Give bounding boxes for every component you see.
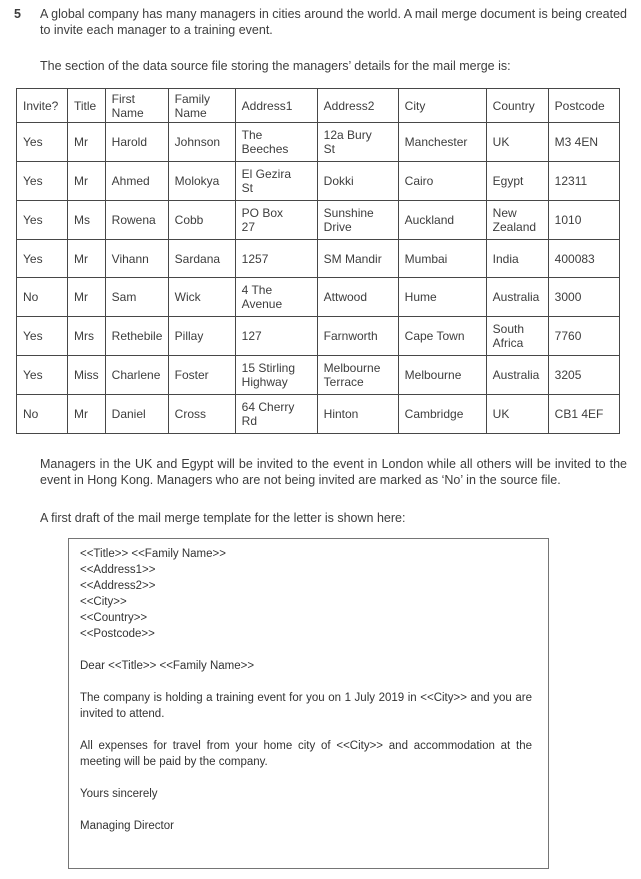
table-cell: Yes bbox=[17, 240, 68, 278]
table-cell: El Gezira St bbox=[235, 162, 317, 201]
table-cell: Vihann bbox=[105, 240, 168, 278]
column-header: Invite? bbox=[17, 89, 68, 123]
table-cell: Hinton bbox=[317, 395, 398, 434]
table-cell: Charlene bbox=[105, 356, 168, 395]
table-cell: 3205 bbox=[548, 356, 619, 395]
table-cell: Ahmed bbox=[105, 162, 168, 201]
table-cell: 1257 bbox=[235, 240, 317, 278]
table-cell: Rethebile bbox=[105, 317, 168, 356]
table-cell: Yes bbox=[17, 201, 68, 240]
table-cell: Sam bbox=[105, 278, 168, 317]
table-cell: 400083 bbox=[548, 240, 619, 278]
letter-line bbox=[80, 642, 532, 658]
table-cell: Attwood bbox=[317, 278, 398, 317]
table-cell: Harold bbox=[105, 123, 168, 162]
table-cell: Foster bbox=[168, 356, 235, 395]
column-header: First Name bbox=[105, 89, 168, 123]
column-header: Country bbox=[486, 89, 548, 123]
letter-line: <<Title>> <<Family Name>> bbox=[80, 548, 226, 560]
table-cell: Farnworth bbox=[317, 317, 398, 356]
letter-line: The company is holding a training event for you on 1 July 2019 in <<City>> and you are invited to attend. bbox=[80, 692, 532, 720]
letter-line: All expenses for travel from your home city of <<City>> and accommodation at the meeting will be paid by the company. bbox=[80, 740, 532, 768]
table-row bbox=[17, 317, 620, 356]
table-cell: Cambridge bbox=[398, 395, 486, 434]
table-cell: 3000 bbox=[548, 278, 619, 317]
table-row bbox=[17, 240, 620, 278]
table-cell: Yes bbox=[17, 356, 68, 395]
table-cell: Cape Town bbox=[398, 317, 486, 356]
table-cell: PO Box 27 bbox=[235, 201, 317, 240]
table-cell: Daniel bbox=[105, 395, 168, 434]
table-cell: Australia bbox=[486, 278, 548, 317]
letter-line: <<Address1>> bbox=[80, 564, 156, 576]
letter-line bbox=[80, 802, 532, 818]
letter-line bbox=[80, 722, 532, 738]
question-number: 5 bbox=[14, 7, 21, 21]
table-cell: M3 4EN bbox=[548, 123, 619, 162]
managers-data-table bbox=[16, 88, 620, 434]
table-cell: Egypt bbox=[486, 162, 548, 201]
table-cell: SM Mandir bbox=[317, 240, 398, 278]
column-header: Address2 bbox=[317, 89, 398, 123]
table-cell: Mumbai bbox=[398, 240, 486, 278]
draft-caption: A first draft of the mail merge template for the letter is shown here: bbox=[40, 511, 406, 525]
letter-line bbox=[80, 674, 532, 690]
table-cell: Cross bbox=[168, 395, 235, 434]
table-cell: Cobb bbox=[168, 201, 235, 240]
column-header: Family Name bbox=[168, 89, 235, 123]
table-cell: 15 Stirling Highway bbox=[235, 356, 317, 395]
letter-line: <<City>> bbox=[80, 596, 127, 608]
table-cell: Yes bbox=[17, 123, 68, 162]
table-cell: No bbox=[17, 278, 68, 317]
table-cell: UK bbox=[486, 395, 548, 434]
table-cell: 7760 bbox=[548, 317, 619, 356]
table-cell: Sardana bbox=[168, 240, 235, 278]
invite-rules-text: Managers in the UK and Egypt will be invited to the event in London while all others will be invited to the event in Hong Kong. Managers who are not being invited are marked as ‘No’ in the source file. bbox=[40, 457, 627, 487]
table-cell: Miss bbox=[68, 356, 106, 395]
table-cell: New Zealand bbox=[486, 201, 548, 240]
table-cell: The Beeches bbox=[235, 123, 317, 162]
table-cell: Johnson bbox=[168, 123, 235, 162]
column-header: Title bbox=[68, 89, 106, 123]
letter-line bbox=[80, 770, 532, 786]
table-cell: 127 bbox=[235, 317, 317, 356]
column-header: City bbox=[398, 89, 486, 123]
table-cell: 12a Bury St bbox=[317, 123, 398, 162]
table-row bbox=[17, 123, 620, 162]
question-intro-text: A global company has many managers in cities around the world. A mail merge document is being created to invite each manager to a training event. bbox=[40, 7, 627, 37]
table-cell: Yes bbox=[17, 317, 68, 356]
table-cell: Dokki bbox=[317, 162, 398, 201]
letter-line: Dear <<Title>> <<Family Name>> bbox=[80, 660, 255, 672]
table-cell: India bbox=[486, 240, 548, 278]
letter-line: <<Address2>> bbox=[80, 580, 156, 592]
table-cell: 4 The Avenue bbox=[235, 278, 317, 317]
table-cell: Melbourne Terrace bbox=[317, 356, 398, 395]
table-cell: Australia bbox=[486, 356, 548, 395]
table-row bbox=[17, 162, 620, 201]
table-cell: UK bbox=[486, 123, 548, 162]
table-row bbox=[17, 356, 620, 395]
table-header-row bbox=[17, 89, 620, 123]
table-cell: 12311 bbox=[548, 162, 619, 201]
table-cell: Mr bbox=[68, 240, 106, 278]
table-cell: Ms bbox=[68, 201, 106, 240]
table-cell: Mrs bbox=[68, 317, 106, 356]
table-row bbox=[17, 278, 620, 317]
table-cell: Auckland bbox=[398, 201, 486, 240]
table-cell: No bbox=[17, 395, 68, 434]
table-cell: 64 Cherry Rd bbox=[235, 395, 317, 434]
letter-line: Managing Director bbox=[80, 820, 174, 832]
table-row bbox=[17, 395, 620, 434]
column-header: Postcode bbox=[548, 89, 619, 123]
column-header: Address1 bbox=[235, 89, 317, 123]
table-cell: Molokya bbox=[168, 162, 235, 201]
question-body bbox=[23, 6, 627, 869]
mail-merge-template-box bbox=[68, 538, 549, 869]
table-row bbox=[17, 201, 620, 240]
table-cell: Wick bbox=[168, 278, 235, 317]
table-cell: Sunshine Drive bbox=[317, 201, 398, 240]
table-cell: Rowena bbox=[105, 201, 168, 240]
table-cell: Mr bbox=[68, 123, 106, 162]
letter-line: <<Country>> bbox=[80, 612, 148, 624]
data-source-caption: The section of the data source file storing the managers’ details for the mail merge is: bbox=[40, 59, 511, 73]
table-body bbox=[17, 123, 620, 434]
table-cell: Manchester bbox=[398, 123, 486, 162]
table-cell: South Africa bbox=[486, 317, 548, 356]
table-cell: Mr bbox=[68, 278, 106, 317]
table-cell: Cairo bbox=[398, 162, 486, 201]
question-block bbox=[14, 6, 627, 869]
table-cell: Hume bbox=[398, 278, 486, 317]
table-cell: Melbourne bbox=[398, 356, 486, 395]
letter-line: Yours sincerely bbox=[80, 788, 158, 800]
table-cell: Mr bbox=[68, 395, 106, 434]
letter-line: <<Postcode>> bbox=[80, 628, 155, 640]
table-cell: Pillay bbox=[168, 317, 235, 356]
table-cell: Yes bbox=[17, 162, 68, 201]
table-cell: 1010 bbox=[548, 201, 619, 240]
table-cell: CB1 4EF bbox=[548, 395, 619, 434]
table-cell: Mr bbox=[68, 162, 106, 201]
